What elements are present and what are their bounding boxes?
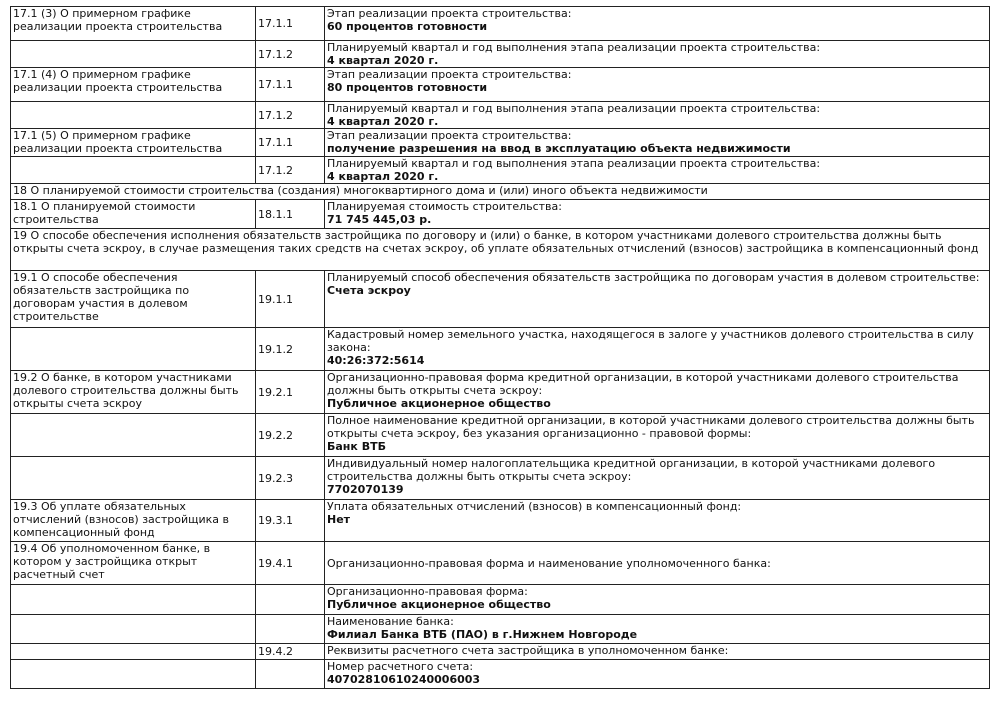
item-content bbox=[325, 585, 990, 615]
item-code: 19.2.1 bbox=[256, 371, 325, 414]
table-row bbox=[11, 585, 990, 615]
section-header-row bbox=[11, 229, 990, 271]
item-code bbox=[256, 585, 325, 615]
item-value: 71 745 445,03 р. bbox=[327, 213, 432, 226]
item-content bbox=[325, 500, 990, 542]
item-label: Номер расчетного счета: bbox=[327, 660, 474, 673]
table-row bbox=[11, 660, 990, 689]
table-row bbox=[11, 615, 990, 644]
item-value: 40:26:372:5614 bbox=[327, 354, 425, 367]
table-row bbox=[11, 7, 990, 41]
table-row bbox=[11, 542, 990, 585]
table-row bbox=[11, 644, 990, 660]
item-value: Счета эскроу bbox=[327, 284, 411, 297]
item-value: 4 квартал 2020 г. bbox=[327, 115, 439, 128]
item-value: 40702810610240006003 bbox=[327, 673, 481, 686]
item-content bbox=[325, 328, 990, 371]
item-content bbox=[325, 414, 990, 457]
section-title bbox=[11, 585, 256, 615]
item-content bbox=[325, 129, 990, 157]
section-title bbox=[11, 328, 256, 371]
item-value: 80 процентов готовности bbox=[327, 81, 488, 94]
item-code: 17.1.1 bbox=[256, 129, 325, 157]
item-label: Планируемый квартал и год выполнения этапа реализации проекта строительства: bbox=[327, 102, 821, 115]
table-row bbox=[11, 68, 990, 102]
section-title bbox=[11, 414, 256, 457]
table-row bbox=[11, 157, 990, 184]
item-content bbox=[325, 271, 990, 328]
section-header-row bbox=[11, 184, 990, 200]
item-label: Организационно-правовая форма и наименование уполномоченного банка: bbox=[327, 556, 771, 570]
item-label: Наименование банка: bbox=[327, 615, 454, 628]
table-row bbox=[11, 371, 990, 414]
section-header: 18 О планируемой стоимости строительства (создания) многоквартирного дома и (или) иного объекта недвижимости bbox=[11, 184, 990, 200]
item-content bbox=[325, 200, 990, 229]
item-label: Кадастровый номер земельного участка, находящегося в залоге у участников долевого строительства в силу закона: bbox=[327, 328, 974, 354]
item-label: Планируемый квартал и год выполнения этапа реализации проекта строительства: bbox=[327, 157, 821, 170]
item-content bbox=[325, 7, 990, 41]
item-value: 60 процентов готовности bbox=[327, 20, 488, 33]
item-code: 19.3.1 bbox=[256, 500, 325, 542]
item-code bbox=[256, 615, 325, 644]
item-value: 4 квартал 2020 г. bbox=[327, 54, 439, 67]
item-label: Планируемый способ обеспечения обязательств застройщика по договорам участия в долевом строительстве: bbox=[327, 271, 980, 284]
section-title bbox=[11, 644, 256, 660]
item-code: 17.1.2 bbox=[256, 41, 325, 68]
item-label: Реквизиты расчетного счета застройщика в уполномоченном банке: bbox=[327, 644, 729, 657]
item-value: Публичное акционерное общество bbox=[327, 397, 551, 410]
section-title bbox=[11, 157, 256, 184]
section-header: 19 О способе обеспечения исполнения обязательств застройщика по договору и (или) о банке, в котором участниками долевого строительства должны быть открыты счета эскроу, в случае размещения таких средств на счетах эскроу, об уплате обязательных отчислений (взносов) застройщика в компенсационный фонд bbox=[11, 229, 990, 271]
item-code: 19.4.1 bbox=[256, 542, 325, 585]
table-body bbox=[11, 7, 990, 689]
item-value: Публичное акционерное общество bbox=[327, 598, 551, 611]
item-value: Банк ВТБ bbox=[327, 440, 386, 453]
item-code: 19.1.1 bbox=[256, 271, 325, 328]
item-content bbox=[325, 644, 990, 660]
table-row bbox=[11, 500, 990, 542]
item-label: Планируемый квартал и год выполнения этапа реализации проекта строительства: bbox=[327, 41, 821, 54]
section-title: 19.2 О банке, в котором участниками долевого строительства должны быть открыты счета эскроу bbox=[11, 371, 256, 414]
item-value: 7702070139 bbox=[327, 483, 404, 496]
item-content bbox=[325, 102, 990, 129]
table-row bbox=[11, 102, 990, 129]
item-label: Уплата обязательных отчислений (взносов) в компенсационный фонд: bbox=[327, 500, 742, 513]
section-title: 19.1 О способе обеспечения обязательств застройщика по договорам участия в долевом строительстве bbox=[11, 271, 256, 328]
item-content bbox=[325, 41, 990, 68]
item-label: Этап реализации проекта строительства: bbox=[327, 7, 572, 20]
item-value: 4 квартал 2020 г. bbox=[327, 170, 439, 183]
item-code: 18.1.1 bbox=[256, 200, 325, 229]
item-value: Филиал Банка ВТБ (ПАО) в г.Нижнем Новгороде bbox=[327, 628, 638, 641]
table-row bbox=[11, 457, 990, 500]
table-row bbox=[11, 41, 990, 68]
item-code bbox=[256, 660, 325, 689]
section-title: 19.4 Об уполномоченном банке, в котором у застройщика открыт расчетный счет bbox=[11, 542, 256, 585]
section-title bbox=[11, 41, 256, 68]
item-content bbox=[325, 660, 990, 689]
item-label: Этап реализации проекта строительства: bbox=[327, 68, 572, 81]
item-content bbox=[325, 542, 990, 585]
item-label: Полное наименование кредитной организации, в которой участниками долевого строительства должны быть открыты счета эскроу, без указания организационно - правовой формы: bbox=[327, 414, 975, 440]
item-code: 19.4.2 bbox=[256, 644, 325, 660]
section-title: 17.1 (5) О примерном графике реализации проекта строительства bbox=[11, 129, 256, 157]
section-title bbox=[11, 615, 256, 644]
item-content bbox=[325, 457, 990, 500]
item-code: 17.1.2 bbox=[256, 102, 325, 129]
section-title bbox=[11, 457, 256, 500]
table-row bbox=[11, 200, 990, 229]
item-content bbox=[325, 68, 990, 102]
section-title: 17.1 (4) О примерном графике реализации проекта строительства bbox=[11, 68, 256, 102]
item-code: 17.1.1 bbox=[256, 68, 325, 102]
table-row bbox=[11, 271, 990, 328]
table-row bbox=[11, 328, 990, 371]
item-code: 17.1.1 bbox=[256, 7, 325, 41]
item-content bbox=[325, 157, 990, 184]
table-row bbox=[11, 129, 990, 157]
section-title bbox=[11, 660, 256, 689]
section-title: 17.1 (3) О примерном графике реализации проекта строительства bbox=[11, 7, 256, 41]
item-code: 19.1.2 bbox=[256, 328, 325, 371]
item-label: Планируемая стоимость строительства: bbox=[327, 200, 562, 213]
item-label: Организационно-правовая форма кредитной организации, в которой участниками долевого строительства должны быть открыты счета эскроу: bbox=[327, 371, 959, 397]
item-content bbox=[325, 615, 990, 644]
section-title: 19.3 Об уплате обязательных отчислений (взносов) застройщика в компенсационный фонд bbox=[11, 500, 256, 542]
item-label: Индивидуальный номер налогоплательщика кредитной организации, в которой участниками долевого строительства должны быть открыты счета эскроу: bbox=[327, 457, 936, 483]
section-title bbox=[11, 102, 256, 129]
item-label: Этап реализации проекта строительства: bbox=[327, 129, 572, 142]
item-code: 19.2.2 bbox=[256, 414, 325, 457]
table-row bbox=[11, 414, 990, 457]
item-code: 17.1.2 bbox=[256, 157, 325, 184]
item-content bbox=[325, 371, 990, 414]
disclosure-table bbox=[10, 6, 990, 689]
item-value: получение разрешения на ввод в эксплуатацию объекта недвижимости bbox=[327, 142, 791, 155]
item-value: Нет bbox=[327, 513, 351, 526]
section-title: 18.1 О планируемой стоимости строительства bbox=[11, 200, 256, 229]
item-label: Организационно-правовая форма: bbox=[327, 585, 528, 598]
item-code: 19.2.3 bbox=[256, 457, 325, 500]
